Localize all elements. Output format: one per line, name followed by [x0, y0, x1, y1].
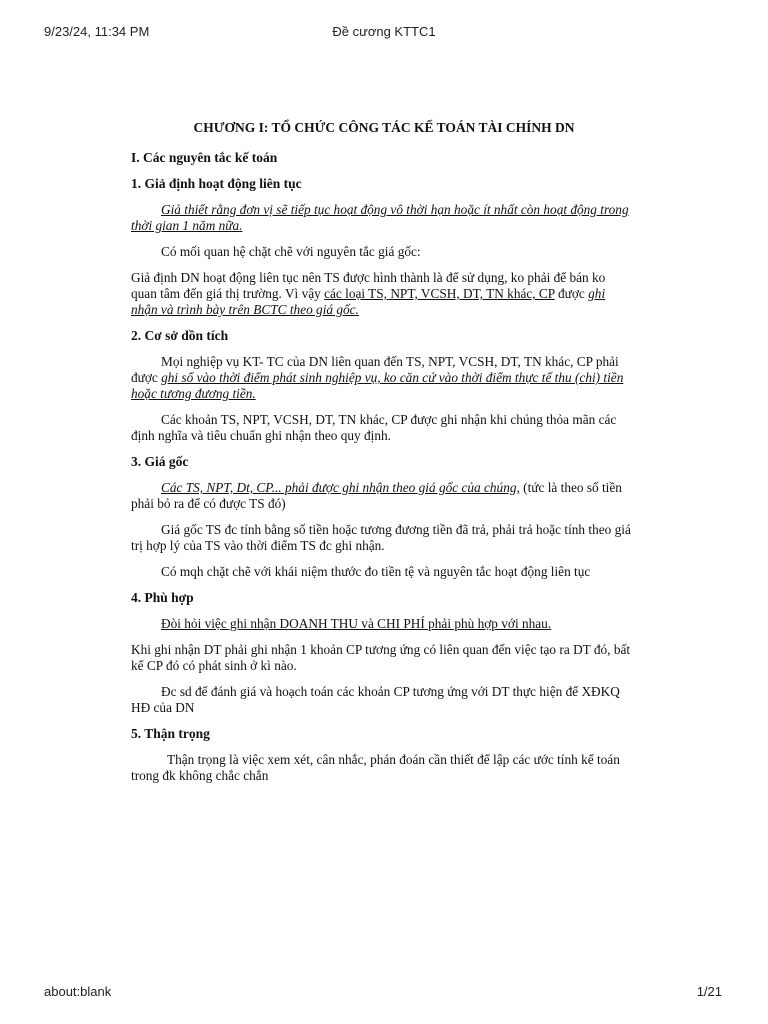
paragraph: Đòi hỏi việc ghi nhận DOANH THU và CHI PHÍ phải phù hợp với nhau.: [161, 616, 552, 631]
paragraph: Đc sd để đánh giá và hoạch toán các khoản CP tương ứng với DT thực hiện để XĐKQ HĐ của DN: [131, 684, 620, 715]
subsection-heading-4: 4. Phù hợp: [131, 590, 194, 605]
page-url: about:blank: [44, 984, 112, 999]
paragraph: Khi ghi nhận DT phải ghi nhận 1 khoản CP tương ứng có liên quan đến việc tạo ra DT đó, bất kể CP đó có phát sinh ở kì nào.: [131, 642, 631, 673]
paragraph: Giả định DN hoạt động liên tục nên TS được hình thành là để sử dụng, ko phải để bán ko quan tâm đến giá thị trường. Vì vậy các loại TS, NPT, VCSH, DT, TN khác, CP được ghi nhận và trình bày trên BCTC theo giá gốc.: [131, 270, 606, 317]
subsection-heading-2: 2. Cơ sở dồn tích: [131, 328, 229, 343]
paragraph: Giả thiết rằng đơn vị sẽ tiếp tục hoạt động vô thời hạn hoặc ít nhất còn hoạt động trong thời gian 1 năm nữa.: [131, 202, 629, 233]
paragraph: Giá gốc TS đc tính bằng số tiền hoặc tương đương tiền đã trả, phải trả hoặc tính theo giá trị hợp lý của TS vào thời điểm TS đc ghi nhận.: [131, 522, 631, 553]
paragraph: Các khoản TS, NPT, VCSH, DT, TN khác, CP được ghi nhận khi chúng thỏa mãn các định nghĩa và tiêu chuẩn ghi nhận theo quy định.: [131, 412, 617, 443]
paragraph: Các TS, NPT, Dt, CP... phải được ghi nhận theo giá gốc của chúng, (tức là theo số tiền phải bỏ ra để có được TS đó): [131, 480, 622, 511]
chapter-title: CHƯƠNG I: TỔ CHỨC CÔNG TÁC KẾ TOÁN TÀI CHÍNH DN: [193, 120, 575, 135]
subsection-heading-1: 1. Giả định hoạt động liên tục: [131, 176, 302, 191]
paragraph: Mọi nghiệp vụ KT- TC của DN liên quan đến TS, NPT, VCSH, DT, TN khác, CP phải được ghi sổ vào thời điểm phát sinh nghiệp vụ, ko căn cứ vào thời điểm thực tế thu (chi) tiền hoặc tương đương tiền.: [131, 354, 624, 401]
print-header: [0, 24, 768, 42]
document-title: Đề cương KTTC1: [332, 24, 436, 39]
subsection-heading-3: 3. Giá gốc: [131, 454, 189, 469]
paragraph: Có mối quan hệ chặt chẽ với nguyên tắc giá gốc:: [161, 244, 421, 259]
paragraph: Thận trọng là việc xem xét, cân nhắc, phán đoán cần thiết để lập các ước tính kế toán trong đk không chắc chắn: [131, 752, 620, 783]
page-number: 1/21: [696, 984, 722, 999]
print-footer: [0, 984, 768, 1002]
subsection-heading-5: 5. Thận trọng: [131, 726, 210, 741]
document-body: [131, 120, 631, 794]
print-datetime: 9/23/24, 11:34 PM: [44, 24, 150, 39]
section-heading: I. Các nguyên tắc kế toán: [131, 150, 278, 165]
paragraph: Có mqh chặt chẽ với khái niệm thước đo tiền tệ và nguyên tắc hoạt động liên tục: [161, 564, 591, 579]
